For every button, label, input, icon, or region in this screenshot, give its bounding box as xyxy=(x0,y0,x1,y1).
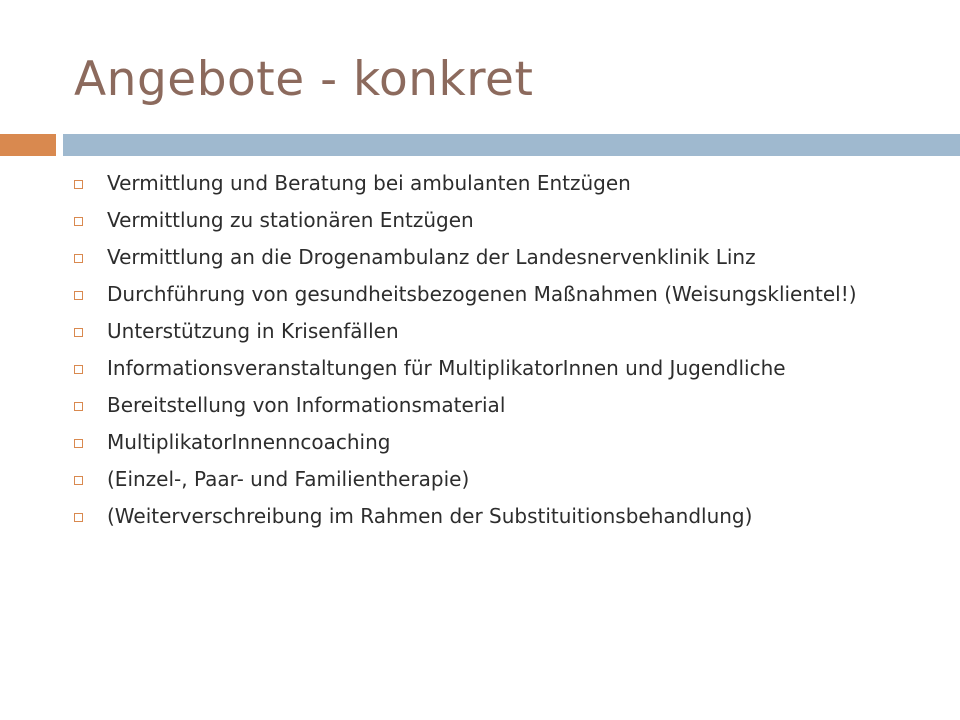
bullet-item-substitution-treatment xyxy=(74,503,934,530)
bullet-text: Vermittlung an die Drogenambulanz der Landesnervenklinik Linz xyxy=(107,245,756,269)
square-outline-bullet-icon xyxy=(74,180,83,189)
square-outline-bullet-icon xyxy=(74,402,83,411)
title-accent-rule xyxy=(0,134,56,156)
bullet-text: Vermittlung zu stationären Entzügen xyxy=(107,208,474,232)
bullet-item-drug-clinic-referral xyxy=(74,244,934,271)
bullet-list xyxy=(74,170,934,540)
bullet-item-information-events xyxy=(74,355,934,382)
bullet-item-crisis-support xyxy=(74,318,934,345)
bullet-text: MultiplikatorInnenncoaching xyxy=(107,430,391,454)
slide-title: Angebote - konkret xyxy=(74,52,534,107)
bullet-text: Bereitstellung von Informationsmaterial xyxy=(107,393,506,417)
bullet-text: (Weiterverschreibung im Rahmen der Substituitionsbehandlung) xyxy=(107,504,753,528)
square-outline-bullet-icon xyxy=(74,217,83,226)
square-outline-bullet-icon xyxy=(74,328,83,337)
square-outline-bullet-icon xyxy=(74,476,83,485)
bullet-item-multiplier-coaching xyxy=(74,429,934,456)
bullet-text: Informationsveranstaltungen für MultiplikatorInnen und Jugendliche xyxy=(107,356,786,380)
square-outline-bullet-icon xyxy=(74,439,83,448)
bullet-item-health-measures xyxy=(74,281,934,308)
bullet-item-therapy xyxy=(74,466,934,493)
bullet-text: Vermittlung und Beratung bei ambulanten Entzügen xyxy=(107,171,631,195)
bullet-text: Unterstützung in Krisenfällen xyxy=(107,319,399,343)
bullet-item-ambulant-withdrawal xyxy=(74,170,934,197)
title-divider-rule xyxy=(63,134,960,156)
square-outline-bullet-icon xyxy=(74,291,83,300)
bullet-item-inpatient-withdrawal xyxy=(74,207,934,234)
bullet-text: Durchführung von gesundheitsbezogenen Maßnahmen (Weisungsklientel!) xyxy=(107,282,857,306)
bullet-item-information-material xyxy=(74,392,934,419)
square-outline-bullet-icon xyxy=(74,513,83,522)
square-outline-bullet-icon xyxy=(74,365,83,374)
bullet-text: (Einzel-, Paar- und Familientherapie) xyxy=(107,467,470,491)
square-outline-bullet-icon xyxy=(74,254,83,263)
